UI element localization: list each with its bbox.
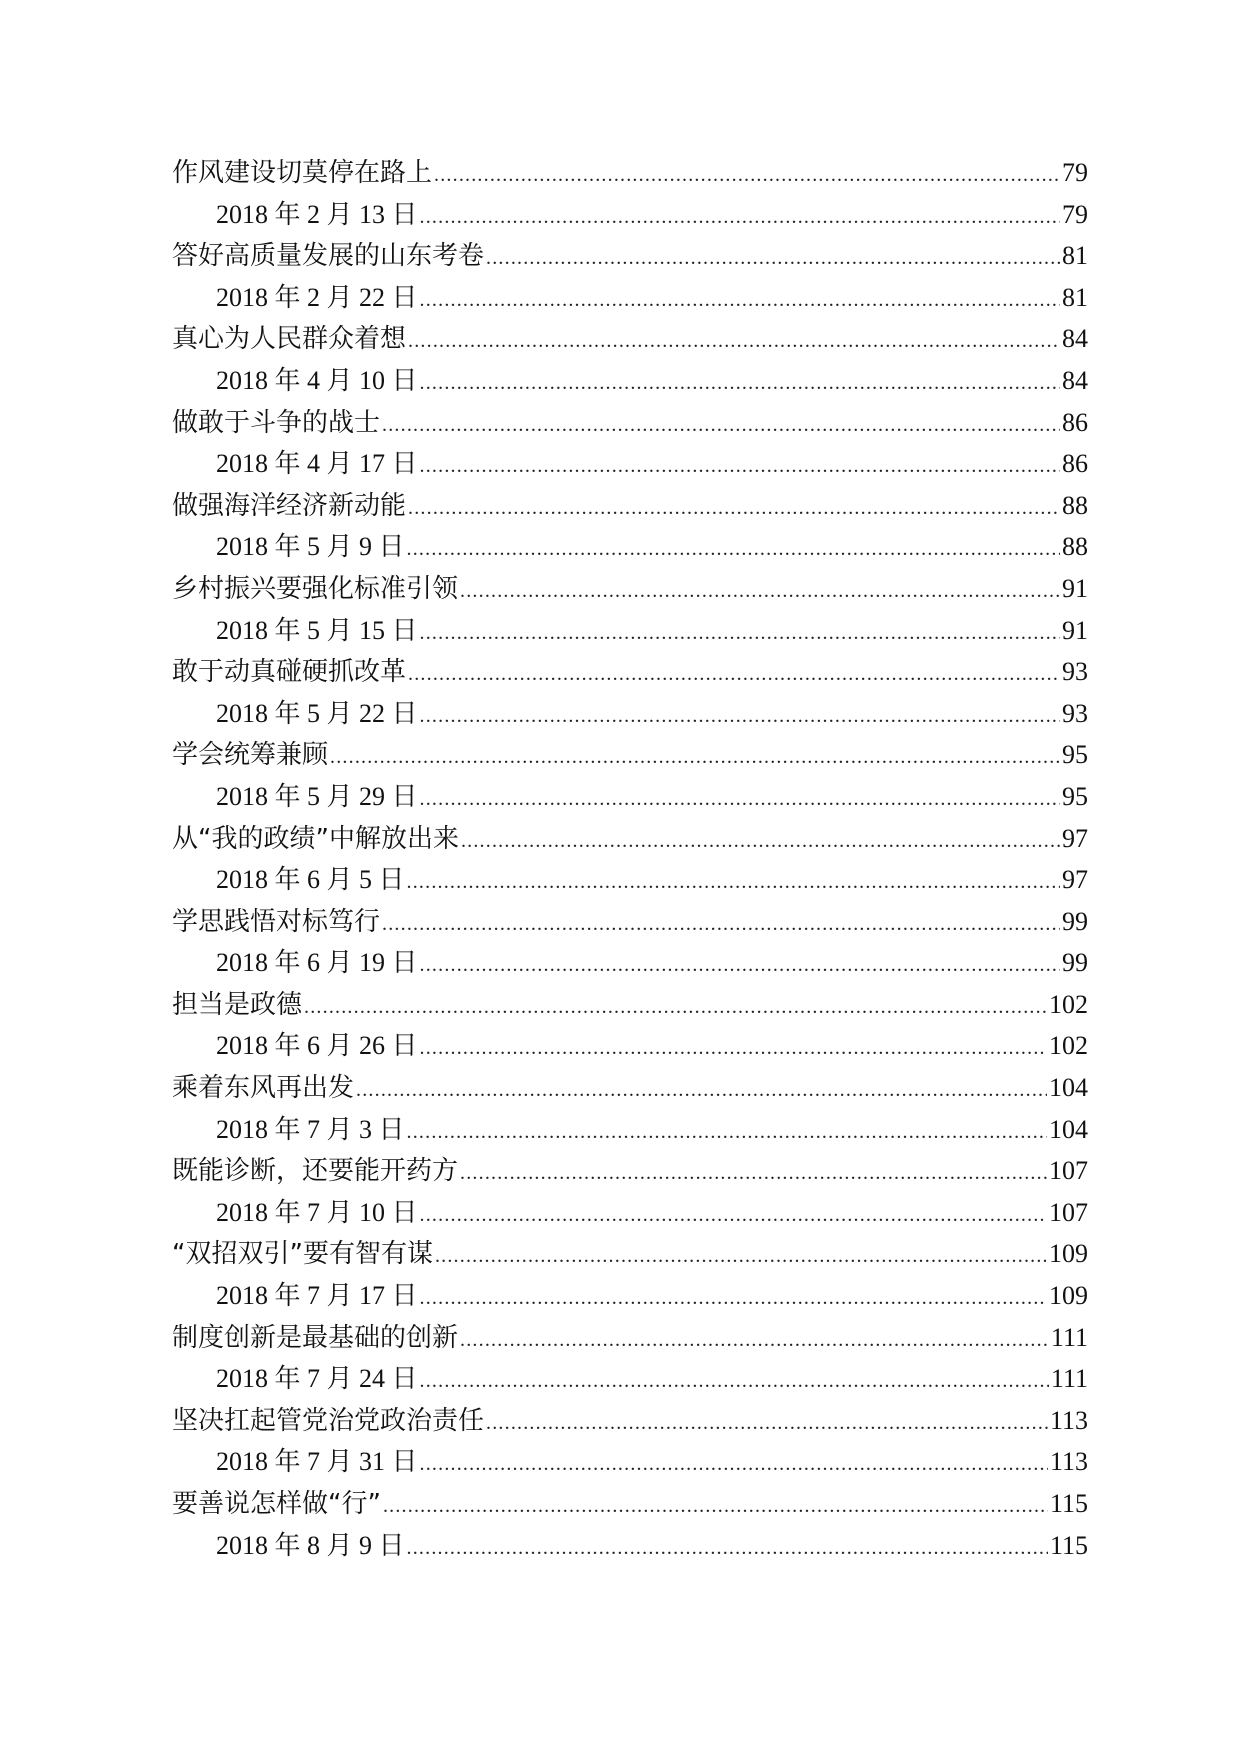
toc-page-number: 95 [1062, 740, 1088, 770]
leader-dots [420, 622, 1060, 645]
leader-dots [407, 1121, 1047, 1144]
leader-dots [434, 164, 1060, 187]
toc-entry-date-row[interactable] [172, 1192, 1088, 1234]
leader-dots [408, 663, 1060, 686]
toc-entry-date-row[interactable] [172, 610, 1088, 652]
toc-entry-title: 要善说怎样做“行” [172, 1489, 381, 1519]
toc-page-number: 109 [1049, 1239, 1088, 1269]
toc-entry-date: 2018 年 5 月 15 日 [216, 615, 418, 645]
toc-page-number: 81 [1062, 282, 1088, 312]
toc-entry-date-row[interactable] [172, 1025, 1088, 1067]
toc-entry-title: 学思践悟对标笃行 [172, 906, 381, 937]
toc-entry-title: 制度创新是最基础的创新 [172, 1322, 459, 1353]
toc-entry-title-row[interactable] [172, 568, 1088, 610]
toc-entry-date-row[interactable] [172, 1275, 1088, 1317]
toc-page-number: 113 [1049, 1447, 1088, 1477]
toc-page-number: 84 [1062, 365, 1088, 395]
toc-entry-title-row[interactable] [172, 1317, 1088, 1359]
toc-entry-date: 2018 年 5 月 22 日 [216, 698, 418, 728]
toc-page-number: 107 [1049, 1197, 1088, 1227]
toc-entry-date: 2018 年 7 月 17 日 [216, 1281, 418, 1311]
toc-page-number: 99 [1062, 948, 1088, 978]
toc-entry-title: 乘着东风再出发 [172, 1073, 355, 1104]
toc-entry-title-row[interactable] [172, 901, 1088, 943]
leader-dots [420, 1037, 1047, 1060]
toc-entry-title: 敢于动真碰硬抓改革 [172, 657, 407, 688]
toc-entry-title: 做强海洋经济新动能 [172, 490, 407, 521]
toc-entry-title: 乡村振兴要强化标准引领 [172, 573, 459, 604]
leader-dots [407, 538, 1060, 561]
toc-entry-date: 2018 年 2 月 13 日 [216, 199, 418, 229]
toc-page-number: 97 [1062, 865, 1088, 895]
toc-entry-title: 坚决扛起管党治党政治责任 [172, 1405, 485, 1436]
toc-page-number: 79 [1062, 158, 1088, 187]
toc-entry-date-row[interactable] [172, 859, 1088, 901]
toc-entry-date: 2018 年 7 月 24 日 [216, 1364, 418, 1394]
toc-entry-title-row[interactable] [172, 1400, 1088, 1442]
toc-page-number: 86 [1062, 407, 1088, 437]
toc-page-number: 102 [1049, 1031, 1088, 1061]
toc-page-number: 84 [1062, 324, 1088, 354]
toc-entry-title-row[interactable] [172, 318, 1088, 360]
toc-entry-date-row[interactable] [172, 1441, 1088, 1483]
leader-dots [420, 954, 1060, 977]
toc-entry-date-row[interactable] [172, 776, 1088, 818]
toc-entry-title: 作风建设切莫停在路上 [172, 158, 433, 188]
toc-page-number: 113 [1049, 1405, 1088, 1435]
toc-entry-title-row[interactable] [172, 485, 1088, 527]
toc-entry-title-row[interactable] [172, 1150, 1088, 1192]
toc-entry-title: 担当是政德 [172, 989, 303, 1020]
toc-entry-date-row[interactable] [172, 693, 1088, 735]
toc-entry-date-row[interactable] [172, 942, 1088, 984]
toc-entry-date-row[interactable] [172, 526, 1088, 568]
toc-page-number: 104 [1049, 1114, 1088, 1144]
leader-dots [407, 1537, 1048, 1560]
toc-entry-date: 2018 年 8 月 9 日 [216, 1530, 405, 1560]
toc-entry-title: “双招双引”要有智有谋 [172, 1239, 433, 1270]
toc-page-number: 115 [1049, 1489, 1088, 1518]
leader-dots [460, 580, 1060, 603]
leader-dots [420, 455, 1060, 478]
toc-page-number: 95 [1062, 781, 1088, 811]
toc-page-number: 109 [1049, 1281, 1088, 1311]
toc-page-number: 111 [1050, 1322, 1088, 1352]
toc-entry-date-row[interactable] [172, 277, 1088, 319]
toc-entry-date: 2018 年 7 月 31 日 [216, 1447, 418, 1477]
toc-entry-title: 答好高质量发展的山东考卷 [172, 241, 485, 272]
toc-entry-title: 既能诊断，还要能开药方 [172, 1156, 459, 1187]
toc-entry-title-row[interactable] [172, 402, 1088, 444]
toc-page-number: 91 [1062, 615, 1088, 645]
toc-entry-date: 2018 年 7 月 3 日 [216, 1114, 405, 1144]
leader-dots [435, 1245, 1047, 1268]
leader-dots [420, 289, 1060, 312]
toc-entry-title: 学会统筹兼顾 [172, 740, 329, 771]
toc-entry-title-row[interactable] [172, 152, 1088, 194]
toc-entry-title-row[interactable] [172, 1067, 1088, 1109]
toc-entry-title-row[interactable] [172, 1483, 1088, 1525]
toc-entry-date-row[interactable] [172, 194, 1088, 236]
toc-page-number: 88 [1062, 532, 1088, 562]
toc-entry-date: 2018 年 5 月 9 日 [216, 532, 405, 562]
toc-page-number: 99 [1062, 906, 1088, 936]
leader-dots [420, 1453, 1048, 1476]
leader-dots [486, 1412, 1048, 1435]
leader-dots [420, 372, 1060, 395]
leader-dots [382, 414, 1060, 437]
toc-entry-title-row[interactable] [172, 818, 1088, 860]
toc-entry-title: 从“我的政绩”中解放出来 [172, 823, 459, 854]
toc-entry-date: 2018 年 4 月 10 日 [216, 365, 418, 395]
toc-entry-date: 2018 年 6 月 26 日 [216, 1031, 418, 1061]
leader-dots [420, 1370, 1049, 1393]
toc-entry-title-row[interactable] [172, 734, 1088, 776]
toc-page-number: 111 [1050, 1364, 1088, 1394]
toc-entry-date-row[interactable] [172, 1109, 1088, 1151]
toc-entry-date: 2018 年 6 月 19 日 [216, 948, 418, 978]
toc-page-number: 91 [1062, 573, 1088, 603]
toc-entry-title-row[interactable] [172, 1233, 1088, 1275]
leader-dots [356, 1079, 1047, 1102]
toc-page-number: 104 [1049, 1073, 1088, 1103]
toc-entry-date-row[interactable] [172, 1358, 1088, 1400]
toc-entry-date: 2018 年 5 月 29 日 [216, 781, 418, 811]
toc-entry-title-row[interactable] [172, 235, 1088, 277]
leader-dots [460, 1162, 1047, 1185]
leader-dots [420, 705, 1060, 728]
leader-dots [420, 206, 1060, 229]
toc-page-number: 102 [1049, 989, 1088, 1019]
toc-entry-date: 2018 年 7 月 10 日 [216, 1197, 418, 1227]
toc-entry-title: 真心为人民群众着想 [172, 324, 407, 355]
toc-entry-date-row[interactable] [172, 360, 1088, 402]
toc-entry-date-row[interactable] [172, 443, 1088, 485]
toc-entry-date: 2018 年 4 月 17 日 [216, 449, 418, 479]
leader-dots [383, 1495, 1048, 1518]
leader-dots [304, 996, 1047, 1019]
leader-dots [461, 830, 1060, 853]
leader-dots [408, 330, 1060, 353]
toc-page-number: 115 [1049, 1530, 1088, 1560]
toc-page-number: 81 [1062, 241, 1088, 271]
leader-dots [420, 788, 1060, 811]
toc-entry-date: 2018 年 2 月 22 日 [216, 282, 418, 312]
toc-page-number: 97 [1062, 823, 1088, 853]
toc-entry-date: 2018 年 6 月 5 日 [216, 865, 405, 895]
toc-page-number: 88 [1062, 490, 1088, 520]
toc-entry-date-row[interactable] [172, 1525, 1088, 1567]
leader-dots [486, 247, 1060, 270]
toc-entry-title-row[interactable] [172, 651, 1088, 693]
leader-dots [420, 1287, 1047, 1310]
leader-dots [420, 1204, 1047, 1227]
toc-entry-title-row[interactable] [172, 984, 1088, 1026]
toc-page-number: 107 [1049, 1156, 1088, 1186]
toc-page-number: 93 [1062, 657, 1088, 687]
toc-page-number: 79 [1062, 199, 1088, 229]
toc-page-number: 93 [1062, 698, 1088, 728]
table-of-contents [172, 152, 1088, 1566]
toc-page-number: 86 [1062, 449, 1088, 479]
toc-entry-title: 做敢于斗争的战士 [172, 407, 381, 438]
leader-dots [382, 913, 1060, 936]
leader-dots [460, 1329, 1049, 1352]
leader-dots [407, 871, 1060, 894]
leader-dots [330, 746, 1060, 769]
leader-dots [408, 497, 1060, 520]
